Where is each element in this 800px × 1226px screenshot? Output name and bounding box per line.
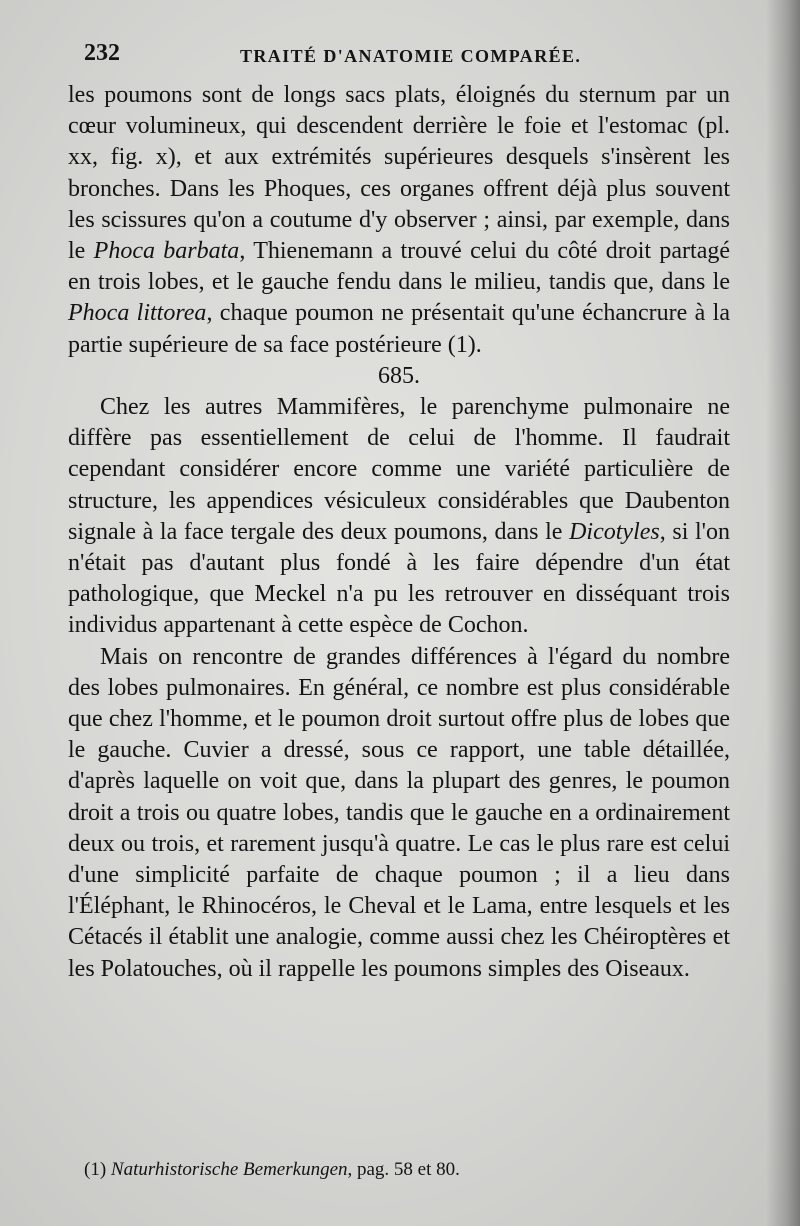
paragraph-3: Mais on rencontre de grandes différences à l'égard du nombre des lobes pulmonaires. En général, ce nombre est plus considérable que chez l'homme, et le poumon droit surtout offre plus de lobes que le gauche. Cuvier a dressé, sous ce rapport, une table détaillée, d'après laquelle on voit que, dans la plupart des genres, le poumon droit a trois ou quatre lobes, tandis que le gauche en a ordinairement deux ou trois, et rarement jusqu'à quatre. Le cas le plus rare est celui d'une simplicité parfaite de chaque poumon ; il a lieu dans l'Éléphant, le Rhinocéros, le Cheval et le Lama, entre lesquels et les Cétacés il établit une analogie, comme aussi chez les Chéiroptères et les Polatouches, où il rappelle les poumons simples des Oiseaux. xyxy=(68,643,730,982)
running-title: TRAITÉ D'ANATOMIE COMPARÉE. xyxy=(240,46,582,66)
footnote-reference: , pag. 58 et 80. xyxy=(347,1159,460,1180)
paragraph-2 xyxy=(68,392,730,642)
section-number: 685. xyxy=(378,362,420,389)
footnote-title: Naturhistorische Bemerkungen xyxy=(110,1159,348,1180)
footnote xyxy=(84,1158,724,1182)
page-header xyxy=(84,40,724,80)
paragraph-1-text-a: les poumons sont de longs sacs plats, éloignés du sternum par un cœur volumineux, qui descendent derrière le foie et l'estomac (pl. xx, fig. x), et aux extrémités supérieures desquels s'insèrent les bronches. Dans les Phoques, ces organes offrent déjà plus souvent les scissures qu'on a coutume d'y observer ; ainsi, par exemple, dans le xyxy=(68,82,730,265)
page-number: 232 xyxy=(84,40,120,66)
paragraph-1 xyxy=(68,80,730,361)
species-name-phoca-littorea: Phoca littorea xyxy=(68,300,207,327)
page-body xyxy=(68,80,730,985)
species-name-phoca-barbata: Phoca barbata xyxy=(93,238,240,265)
paragraph-1-text-c: , chaque poumon ne présentait qu'une échancrure à la partie supérieure de sa face postérieure (1). xyxy=(68,300,730,358)
footnote-marker: (1) xyxy=(84,1159,111,1180)
adjacent-page-shadow xyxy=(766,0,800,1226)
paragraph-2-text-b: , si l'on n'était pas d'autant plus fondé à les faire dépendre d'un état pathologique, que Meckel n'a pu les retrouver en disséquant trois individus appartenant à cette espèce de Cochon. xyxy=(68,518,731,639)
paragraph-1-text-b: , Thienemann a trouvé celui du côté droit partagé en trois lobes, et le gauche fendu dans le milieu, tandis que, dans le xyxy=(68,238,730,296)
paragraph-2-text-a: Chez les autres Mammifères, le parenchyme pulmonaire ne diffère pas essentiellement de celui de l'homme. Il faudrait cependant considérer encore comme une variété particulière de structure, les appendices vésiculeux considérables que Daubenton signale à la face tergale des deux poumons, dans le xyxy=(68,394,730,545)
genus-name-dicotyles: Dicotyles xyxy=(569,518,660,545)
